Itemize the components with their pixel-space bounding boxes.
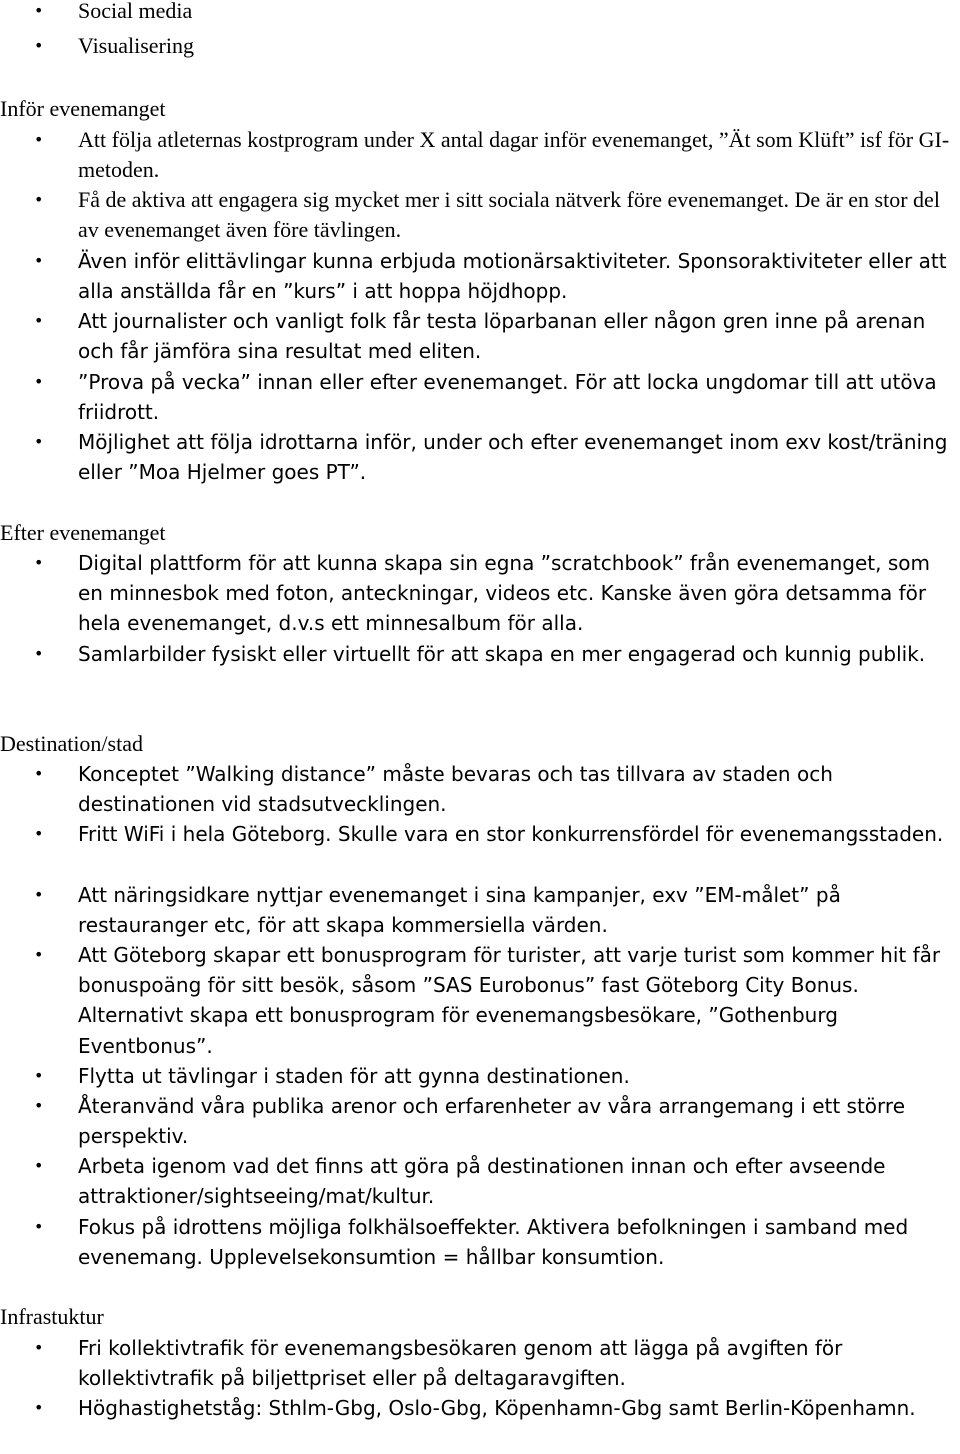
section-heading: Infrastuktur [0, 1304, 104, 1329]
list-item-text: Möjlighet att följa idrottarna inför, under och efter evenemanget inom exv kost/träning eller ”Moa Hjelmer goes PT”. [78, 430, 948, 485]
bullet-icon: • [34, 644, 44, 663]
bullet-icon: • [34, 1096, 44, 1115]
bullet-icon: • [34, 1338, 44, 1357]
bullet-icon: • [34, 190, 44, 209]
bullet-icon: • [34, 130, 44, 149]
bullet-icon: • [34, 764, 44, 783]
list-item-text: Samlarbilder fysiskt eller virtuellt för att skapa en mer engagerad och kunnig publik. [78, 642, 926, 666]
bullet-icon: • [34, 1066, 44, 1085]
list-item-text: Att näringsidkare nyttjar evenemanget i sina kampanjer, exv ”EM-målet” på restauranger etc, för att skapa kommersiella värden. [78, 883, 841, 938]
list-item-text: Digital plattform för att kunna skapa sin egna ”scratchbook” från evenemanget, som en minnesbok med foton, anteckningar, videos etc. Kanske även göra detsamma för hela evenemanget, d.v.s ett minnesalbum för alla. [78, 551, 931, 636]
bullet-icon: • [34, 1398, 44, 1417]
section-heading: Inför evenemanget [0, 96, 166, 121]
bullet-icon: • [34, 251, 44, 270]
list-item-text: Fritt WiFi i hela Göteborg. Skulle vara en stor konkurrensfördel för evenemangsstaden. [78, 822, 944, 846]
list-item-text: Även inför elittävlingar kunna erbjuda motionärsaktiviteter. Sponsoraktiviteter eller att alla anställda får en ”kurs” i att hoppa höjdhopp. [78, 249, 947, 304]
bullet-icon: • [34, 1156, 44, 1175]
bullet-icon: • [34, 824, 44, 843]
bullet-icon: • [34, 885, 44, 904]
bullet-icon: • [34, 1, 44, 20]
section-heading: Efter evenemanget [0, 520, 166, 545]
list-item-text: Visualisering [78, 33, 194, 58]
bullet-icon: • [34, 1217, 44, 1236]
list-item-text: Fokus på idrottens möjliga folkhälsoeffekter. Aktivera befolkningen i samband med evenemang. Upplevelsekonsumtion = hållbar konsumtion. [78, 1215, 909, 1270]
list-item-text: Arbeta igenom vad det finns att göra på destinationen innan och efter avseende attraktioner/sightseeing/mat/kultur. [78, 1154, 886, 1209]
list-item-text: Höghastighetståg: Sthlm-Gbg, Oslo-Gbg, Köpenhamn-Gbg samt Berlin-Köpenhamn. [78, 1396, 916, 1420]
list-item-text: Återanvänd våra publika arenor och erfarenheter av våra arrangemang i ett större perspektiv. [78, 1094, 905, 1149]
bullet-icon: • [34, 372, 44, 391]
bullet-icon: • [34, 36, 44, 55]
list-item-text: Flytta ut tävlingar i staden för att gynna destinationen. [78, 1064, 630, 1088]
bullet-icon: • [34, 432, 44, 451]
list-item-text: Social media [78, 0, 193, 23]
list-item-text: Få de aktiva att engagera sig mycket mer i sitt sociala nätverk före evenemanget. De är en stor del av evenemanget även före tävlingen. [78, 187, 940, 243]
bullet-icon: • [34, 553, 44, 572]
list-item-text: Konceptet ”Walking distance” måste bevaras och tas tillvara av staden och destinationen vid stadsutvecklingen. [78, 762, 833, 817]
list-item-text: Att Göteborg skapar ett bonusprogram för turister, att varje turist som kommer hit får bonuspoäng för sitt besök, såsom ”SAS Eurobonus” fast Göteborg City Bonus. Alternativt skapa ett bonusprogram för evenemangsbesökare, ”Gothenburg Eventbonus”. [78, 943, 941, 1058]
list-item-text: Att journalister och vanligt folk får testa löparbanan eller någon gren inne på arenan och får jämföra sina resultat med eliten. [78, 309, 926, 364]
section-heading: Destination/stad [0, 731, 143, 756]
list-item-text: Fri kollektivtrafik för evenemangsbesökaren genom att lägga på avgiften för kollektivtrafik på biljettpriset eller på deltagaravgiften. [78, 1336, 843, 1391]
bullet-icon: • [34, 311, 44, 330]
bullet-icon: • [34, 945, 44, 964]
list-item-text: ”Prova på vecka” innan eller efter evenemanget. För att locka ungdomar till att utöva friidrott. [78, 370, 937, 425]
list-item-text: Att följa atleternas kostprogram under X antal dagar inför evenemanget, ”Ät som Klüft” isf för GI-metoden. [78, 127, 950, 183]
